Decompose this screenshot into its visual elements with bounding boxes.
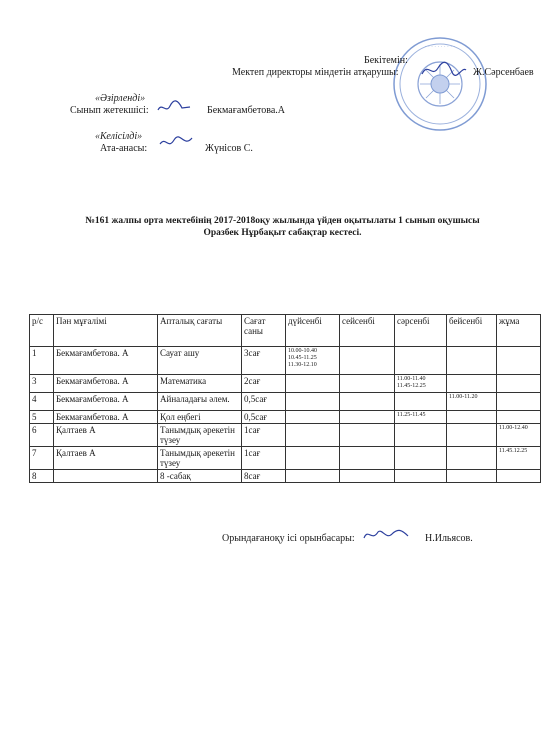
column-header: Апталық сағаты (158, 315, 242, 347)
table-cell: 3сағ (242, 347, 286, 375)
teacher-signature (156, 98, 192, 116)
column-header: дүйсенбі (286, 315, 340, 347)
table-row (30, 411, 541, 424)
table-row (30, 470, 541, 483)
table-cell (497, 411, 541, 424)
table-cell (447, 375, 497, 393)
table-cell: 0,5сағ (242, 411, 286, 424)
parent-name: Жүнісов С. (205, 143, 253, 154)
table-cell: Математика (158, 375, 242, 393)
table-cell (447, 347, 497, 375)
schedule-table (29, 314, 541, 483)
table-cell: Айналадағы әлем. (158, 393, 242, 411)
table-cell (54, 470, 158, 483)
table-cell (497, 470, 541, 483)
table-cell (340, 375, 395, 393)
table-row (30, 347, 541, 375)
table-cell (447, 470, 497, 483)
table-cell (447, 424, 497, 447)
table-cell (286, 393, 340, 411)
column-header: Пән мұғалімі (54, 315, 158, 347)
teacher-agreed-label: «Әзірленді» (95, 93, 146, 104)
table-cell: 10.00-10.40 10.45-11.25 11.30-12.10 (286, 347, 340, 375)
table-cell (395, 347, 447, 375)
table-cell: 4 (30, 393, 54, 411)
table-cell (340, 424, 395, 447)
table-cell (497, 393, 541, 411)
teacher-name: Бекмағамбетова.А (207, 105, 285, 116)
table-cell: Қалтаев А (54, 424, 158, 447)
table-cell (286, 447, 340, 470)
table-cell: 1сағ (242, 424, 286, 447)
column-header: сәрсенбі (395, 315, 447, 347)
table-cell (340, 470, 395, 483)
svg-text:· · · · · · · · · ·: · · · · · · · · · · (424, 44, 456, 50)
table-cell (395, 470, 447, 483)
table-cell (395, 424, 447, 447)
parent-signature (158, 134, 194, 152)
column-header: жұма (497, 315, 541, 347)
director-name: Ж.Сәрсенбаев (473, 67, 534, 78)
table-cell: Қалтаев А (54, 447, 158, 470)
table-cell: 8 -сабақ (158, 470, 242, 483)
column-header: бейсенбі (447, 315, 497, 347)
table-cell: 11.45.12.25 (497, 447, 541, 470)
table-row (30, 375, 541, 393)
deputy-role: Орындағаноқу ісі орынбасары: (222, 533, 355, 544)
table-cell (286, 470, 340, 483)
table-cell (340, 447, 395, 470)
table-cell (497, 347, 541, 375)
table-header-row (30, 315, 541, 347)
table-cell: 7 (30, 447, 54, 470)
table-row (30, 424, 541, 447)
table-cell (340, 393, 395, 411)
document-title-line1: №161 жалпы орта мектебінің 2017-2018оқу жылында үйден оқытылаты 1 сынып оқушысы (85, 216, 480, 226)
deputy-name: Н.Ильясов. (425, 533, 473, 544)
table-cell: 1сағ (242, 447, 286, 470)
table-cell: Бекмағамбетова. А (54, 375, 158, 393)
table-cell (395, 393, 447, 411)
table-cell: 5 (30, 411, 54, 424)
table-cell (286, 411, 340, 424)
table-cell (395, 447, 447, 470)
table-body (30, 347, 541, 483)
table-cell: Бекмағамбетова. А (54, 411, 158, 424)
table-cell: Сауат ашу (158, 347, 242, 375)
table-cell: 11.25-11.45 (395, 411, 447, 424)
table-cell: Танымдық әрекетін түзеу (158, 424, 242, 447)
table-cell: 11.00-11.40 11.45-12.25 (395, 375, 447, 393)
table-cell: 1 (30, 347, 54, 375)
table-cell: 11.00-12.40 (497, 424, 541, 447)
approved-label: Бекітемін: (364, 55, 408, 66)
teacher-role: Сынып жетекшісі: (70, 105, 149, 116)
table-cell: Бекмағамбетова. А (54, 393, 158, 411)
table-cell: Қол еңбегі (158, 411, 242, 424)
table-cell: 11.00-11.20 (447, 393, 497, 411)
table-cell: 3 (30, 375, 54, 393)
column-header: сейсенбі (340, 315, 395, 347)
parent-role: Ата-анасы: (100, 143, 148, 154)
deputy-signature (362, 526, 410, 544)
director-title: Мектеп директоры міндетін атқарушы: (232, 67, 399, 78)
table-cell: 0,5сағ (242, 393, 286, 411)
table-cell (286, 375, 340, 393)
table-row (30, 393, 541, 411)
table-cell: 2сағ (242, 375, 286, 393)
table-cell (447, 447, 497, 470)
director-signature (420, 60, 468, 80)
column-header: р/с (30, 315, 54, 347)
official-seal (392, 36, 488, 132)
column-header: Сағат саны (242, 315, 286, 347)
table-cell: 6 (30, 424, 54, 447)
table-cell: Танымдық әрекетін түзеу (158, 447, 242, 470)
table-cell (447, 411, 497, 424)
table-cell (340, 347, 395, 375)
table-cell (497, 375, 541, 393)
table-row (30, 447, 541, 470)
parent-agreed-label: «Келісілді» (95, 131, 143, 142)
table-cell: 8сағ (242, 470, 286, 483)
document-title-line2: Оразбек Нұрбақыт сабақтар кестесі. (203, 228, 362, 238)
table-cell (286, 424, 340, 447)
table-cell (340, 411, 395, 424)
table-cell: 8 (30, 470, 54, 483)
table-cell: Бекмағамбетова. А (54, 347, 158, 375)
